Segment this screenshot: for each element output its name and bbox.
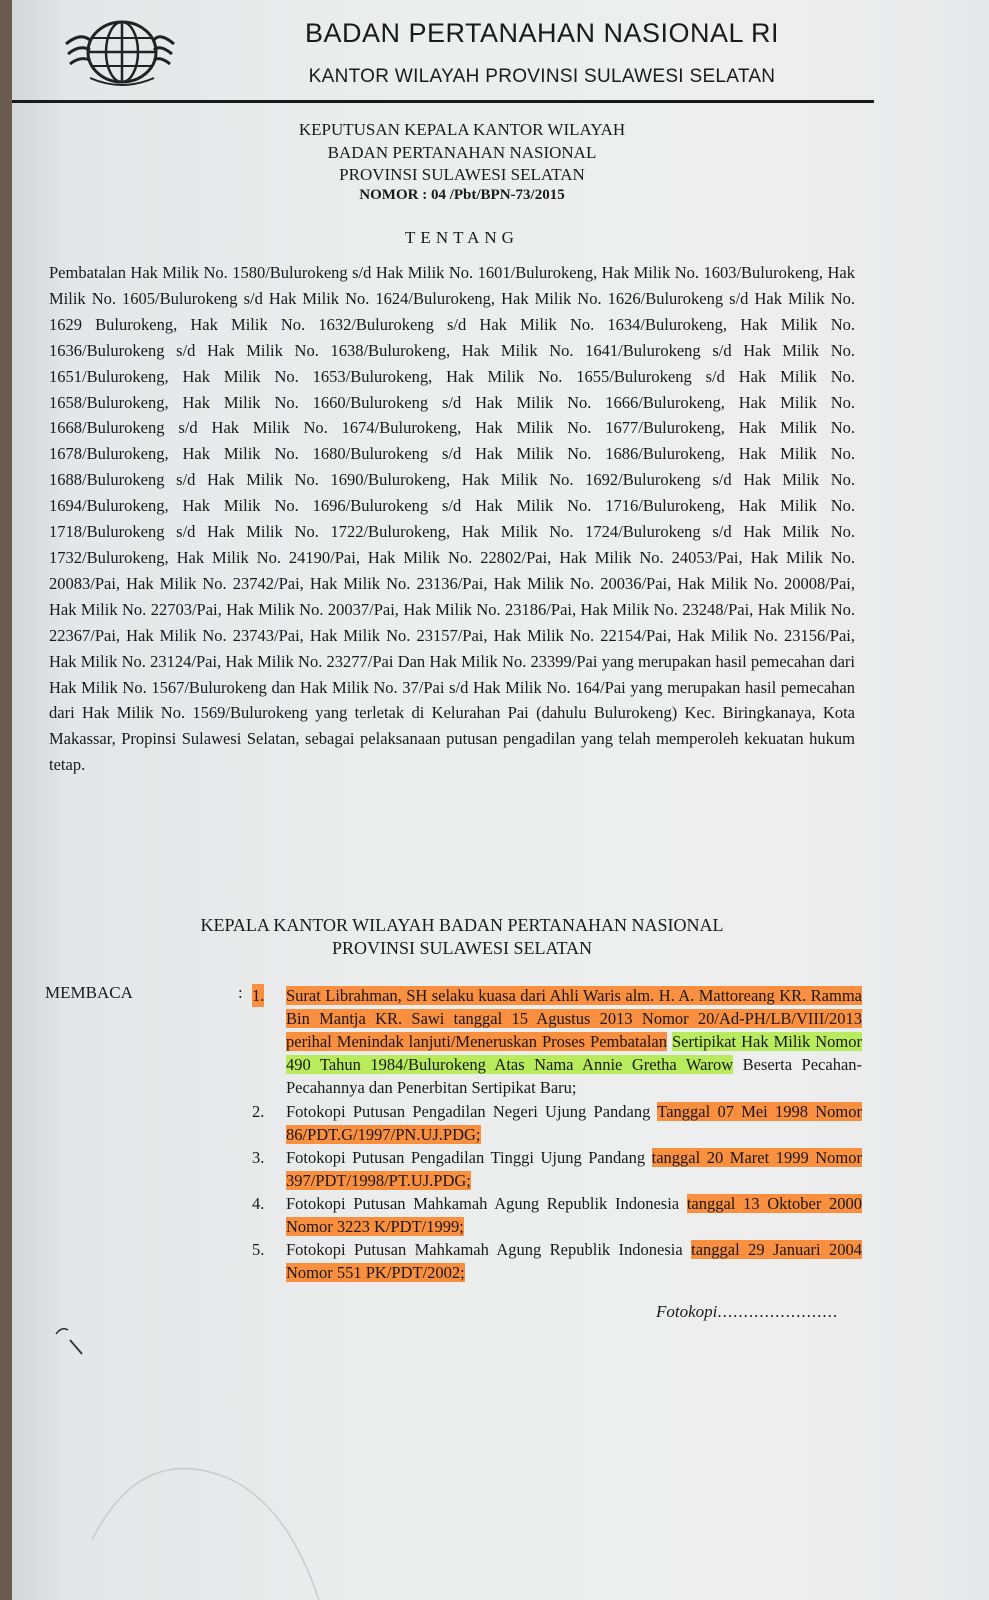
membaca-item [252, 1100, 862, 1146]
institution-title: BADAN PERTANAHAN NASIONAL RI [304, 18, 780, 48]
item-number: 5. [252, 1240, 265, 1259]
subject-paragraph: Pembatalan Hak Milik No. 1580/Bulurokeng s/d Hak Milik No. 1601/Bulurokeng, Hak Milik No. 1603/Bulurokeng, Hak Milik No. 1605/Bulurokeng s/d Hak Milik No. 1624/Bulurokeng, Hak Milik No. 1626/Bulurokeng s/d Hak Milik No. 1629 Bulurokeng, Hak Milik No. 1632/Bulurokeng s/d Hak Milik No. 1634/Bulurokeng, Hak Milik No. 1636/Bulurokeng s/d Hak Milik No. 1638/Bulurokeng, Hak Milik No. 1641/Bulurokeng s/d Hak Milik No. 1651/Bulurokeng, Hak Milik No. 1653/Bulurokeng, Hak Milik No. 1655/Bulurokeng s/d Hak Milik No. 1658/Bulurokeng, Hak Milik No. 1660/Bulurokeng s/d Hak Milik No. 1666/Bulurokeng, Hak Milik No. 1668/Bulurokeng s/d Hak Milik No. 1674/Bulurokeng, Hak Milik No. 1677/Bulurokeng, Hak Milik No. 1678/Bulurokeng, Hak Milik No. 1680/Bulurokeng s/d Hak Milik No. 1686/Bulurokeng, Hak Milik No. 1688/Bulurokeng s/d Hak Milik No. 1690/Bulurokeng, Hak Milik No. 1692/Bulurokeng s/d Hak Milik No. 1694/Bulurokeng, Hak Milik No. 1696/Bulurokeng s/d Hak Milik No. 1716/Bulurokeng, Hak Milik No. 1718/Bulurokeng s/d Hak Milik No. 1722/Bulurokeng, Hak Milik No. 1724/Bulurokeng s/d Hak Milik No. 1732/Bulurokeng, Hak Milik No. 24190/Pai, Hak Milik No. 22802/Pai, Hak Milik No. 24053/Pai, Hak Milik No. 20083/Pai, Hak Milik No. 23742/Pai, Hak Milik No. 23136/Pai, Hak Milik No. 20036/Pai, Hak Milik No. 20008/Pai, Hak Milik No. 22703/Pai, Hak Milik No. 20037/Pai, Hak Milik No. 23186/Pai, Hak Milik No. 23248/Pai, Hak Milik No. 22367/Pai, Hak Milik No. 23743/Pai, Hak Milik No. 23157/Pai, Hak Milik No. 22154/Pai, Hak Milik No. 23156/Pai, Hak Milik No. 23124/Pai, Hak Milik No. 23277/Pai Dan Hak Milik No. 23399/Pai yang merupakan hasil pemecahan dari Hak Milik No. 1567/Bulurokeng dan Hak Milik No. 37/Pai s/d Hak Milik No. 164/Pai yang merupakan hasil pemecahan dari Hak Milik No. 1569/Bulurokeng yang terletak di Kelurahan Pai (dahulu Bulurokeng) Kec. Biringkanaya, Kota Makassar, Propinsi Sulawesi Selatan, sebagai pelaksanaan putusan pengadilan yang telah memperoleh kekuatan hukum tetap. [49, 263, 855, 775]
kepala-heading-line2: PROVINSI SULAWESI SELATAN [331, 938, 593, 958]
highlighted-text-green: Sertipikat Hak Milik Nomor 490 Tahun 1984/Bulurokeng Atas Nama Annie Gretha Warow [286, 1032, 862, 1074]
membaca-item [252, 984, 862, 1100]
highlighted-text: tanggal 20 Maret 1999 Nomor 397/PDT/1998/PT.UJ.PDG; [286, 1148, 863, 1190]
item-number: 3. [252, 1148, 265, 1167]
decree-title-line1: KEPUTUSAN KEPALA KANTOR WILAYAH [298, 120, 626, 139]
kepala-heading-line1: KEPALA KANTOR WILAYAH BADAN PERTANAHAN NASIONAL [200, 915, 724, 935]
decree-title-line3: PROVINSI SULAWESI SELATAN [339, 165, 585, 184]
highlighted-text: Surat Librahman, SH selaku kuasa dari Ahli Waris alm. H. A. Mattoreang KR. Ramma Bin Mantja KR. Sawi tanggal 15 Agustus 2013 Nomor 20/Ad-PH/LB/VIII/2013 perihal Menindak lanjuti/Meneruskan Proses Pembatalan [286, 986, 862, 1051]
document-page [12, 0, 989, 1600]
membaca-item [252, 1146, 862, 1192]
item-text: Fotokopi Putusan Mahkamah Agung Republik Indonesia [286, 1194, 680, 1213]
bpn-globe-logo-icon [60, 14, 180, 90]
item-text: Fotokopi Putusan Pengadilan Negeri Ujung Pandang [286, 1102, 651, 1121]
item-text: Beserta Pecahan-Pecahannya dan Penerbitan Sertipikat Baru; [286, 1055, 863, 1097]
membaca-list [252, 984, 862, 1284]
item-number: 2. [252, 1102, 265, 1121]
decree-title-line2: BADAN PERTANAHAN NASIONAL [327, 143, 597, 162]
tentang-heading: TENTANG [405, 228, 519, 247]
membaca-item [252, 1238, 862, 1284]
office-subtitle: KANTOR WILAYAH PROVINSI SULAWESI SELATAN [308, 66, 776, 87]
continuation-dots: ....................... [717, 1302, 839, 1321]
membaca-label: MEMBACA [45, 983, 133, 1002]
highlighted-text: tanggal 13 Oktober 2000 Nomor 3223 K/PDT/1999; [286, 1194, 863, 1236]
continuation-word: Fotokopi [656, 1302, 718, 1321]
highlighted-text: tanggal 29 Januari 2004 Nomor 551 PK/PDT/2002; [286, 1240, 863, 1282]
item-text: Fotokopi Putusan Pengadilan Tinggi Ujung Pandang [286, 1148, 646, 1167]
pen-mark-icon [48, 1312, 98, 1362]
item-number: 1. [252, 986, 265, 1005]
item-text: Fotokopi Putusan Mahkamah Agung Republik Indonesia [286, 1240, 683, 1259]
item-number: 4. [252, 1194, 265, 1213]
decree-number: NOMOR : 04 /Pbt/BPN-73/2015 [359, 187, 565, 203]
continuation-marker [656, 1302, 838, 1322]
highlighted-text: Tanggal 07 Mei 1998 Nomor 86/PDT.G/1997/PN.UJ.PDG; [286, 1102, 862, 1144]
pencil-arc-mark [82, 1420, 362, 1600]
membaca-colon: : [238, 983, 243, 1002]
header-divider [12, 100, 874, 103]
membaca-item [252, 1192, 862, 1238]
